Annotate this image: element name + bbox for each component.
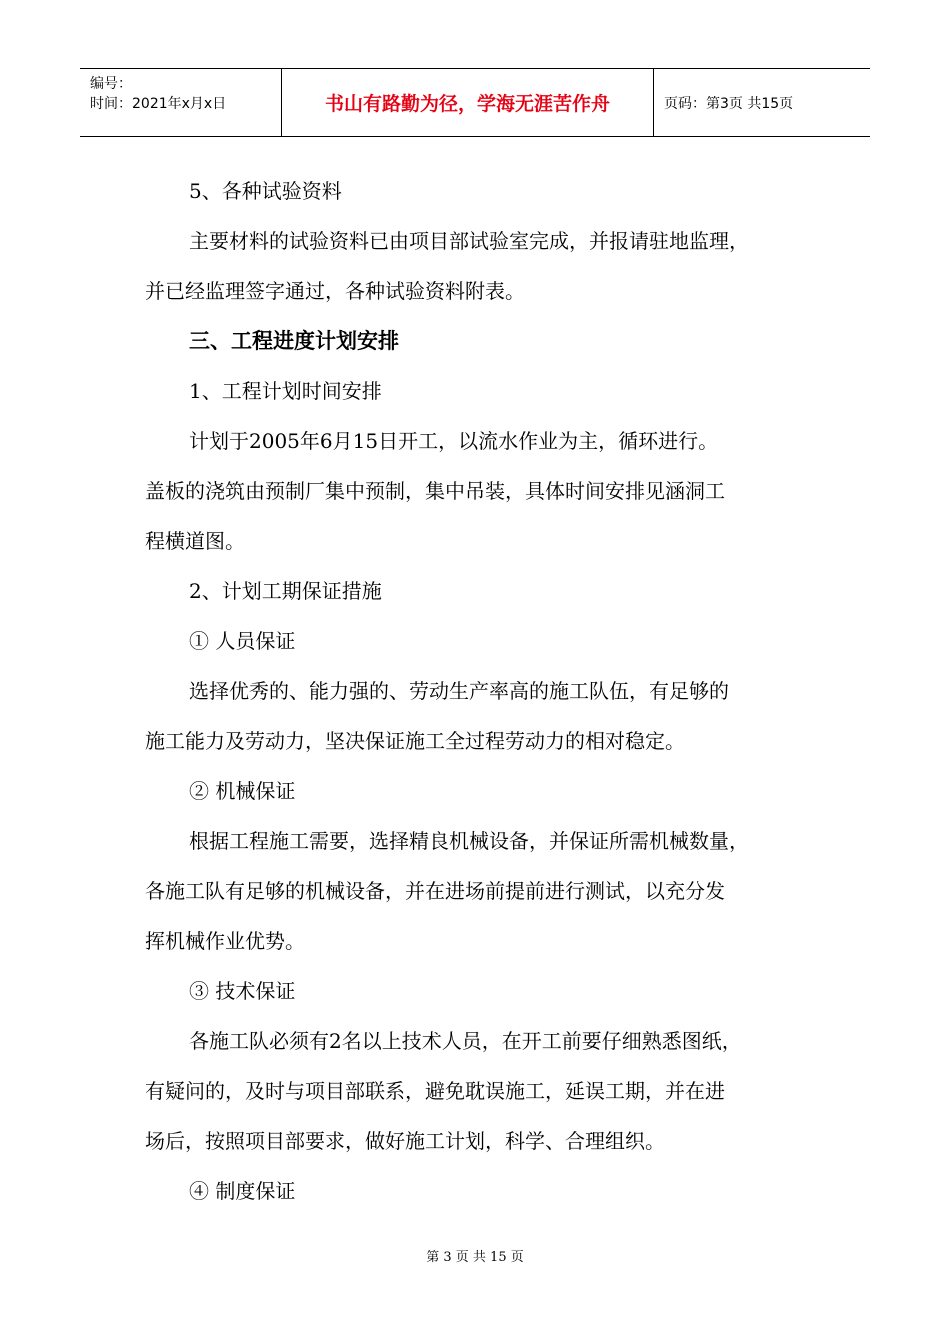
- paragraph-line: 各施工队有足够的机械设备，并在进场前提前进行测试，以充分发: [145, 879, 725, 903]
- header-motto: 书山有路勤为径，学海无涯苦作舟: [282, 69, 654, 136]
- page-header: [80, 68, 870, 137]
- paragraph-line: 并已经监理签字通过，各种试验资料附表。: [145, 279, 525, 303]
- paragraph-line: 选择优秀的、能力强的、劳动生产率高的施工队伍，有足够的: [189, 679, 729, 703]
- paragraph-line: 程横道图。: [145, 529, 245, 553]
- code-label: 编号：: [90, 76, 132, 92]
- header-meta: [80, 69, 282, 136]
- document-body: [145, 166, 835, 1216]
- paragraph-line: 有疑问的，及时与项目部联系，避免耽误施工，延误工期，并在进: [145, 1079, 725, 1103]
- page-footer: 第 3 页 共 15 页: [426, 1250, 524, 1265]
- date-label: 时间：2021年x月x日: [90, 96, 227, 112]
- paragraph-line: 盖板的浇筑由预制厂集中预制，集中吊装，具体时间安排见涵洞工: [145, 479, 725, 503]
- paragraph-line: 各施工队必须有2名以上技术人员，在开工前要仔细熟悉图纸，: [189, 1029, 742, 1053]
- subsection-title-system: ④ 制度保证: [189, 1179, 296, 1203]
- header-page-info: 页码：第3页 共15页: [664, 95, 794, 112]
- paragraph-line: 挥机械作业优势。: [145, 929, 305, 953]
- chapter-heading: 三、工程进度计划安排: [189, 329, 399, 353]
- section-title-guarantee: 2、计划工期保证措施: [189, 579, 382, 603]
- subsection-title-technical: ③ 技术保证: [189, 979, 296, 1003]
- section-title-schedule: 1、工程计划时间安排: [189, 379, 382, 403]
- paragraph-line: 计划于2005年6月15日开工，以流水作业为主，循环进行。: [189, 429, 719, 453]
- paragraph-line: 施工能力及劳动力，坚决保证施工全过程劳动力的相对稳定。: [145, 729, 685, 753]
- subsection-title-personnel: ① 人员保证: [189, 629, 296, 653]
- paragraph-line: 主要材料的试验资料已由项目部试验室完成，并报请驻地监理，: [189, 229, 749, 253]
- paragraph-line: 场后，按照项目部要求，做好施工计划，科学、合理组织。: [145, 1129, 665, 1153]
- section-title-test-data: 5、各种试验资料: [189, 179, 342, 203]
- paragraph-line: 根据工程施工需要，选择精良机械设备，并保证所需机械数量，: [189, 829, 749, 853]
- subsection-title-machinery: ② 机械保证: [189, 779, 296, 803]
